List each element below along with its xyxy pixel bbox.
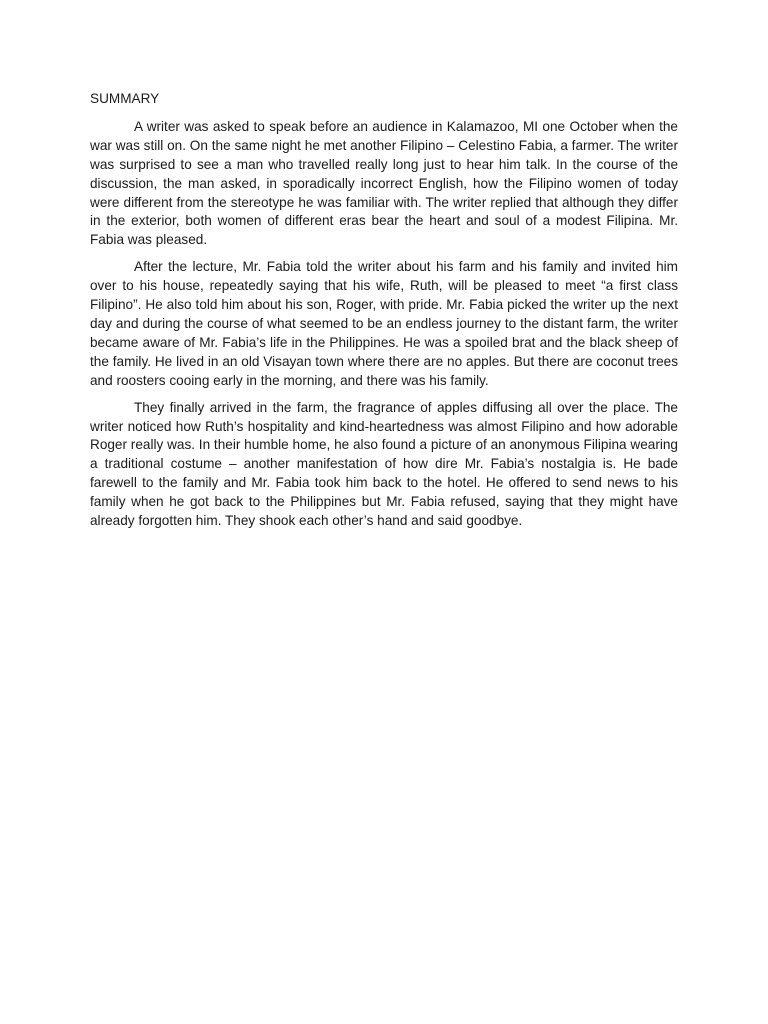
paragraph-1: A writer was asked to speak before an audience in Kalamazoo, MI one October when the war was still on. On the same night he met another Filipino – Celestino Fabia, a farmer. The writer was surprised to see a man who travelled really long just to hear him talk. In the course of the discussion, the man asked, in sporadically incorrect English, how the Filipino women of today were different from the stereotype he was familiar with. The writer replied that although they differ in the exterior, both women of different eras bear the heart and soul of a modest Filipina. Mr. Fabia was pleased.	[90, 118, 678, 248]
paragraph-2: After the lecture, Mr. Fabia told the writer about his farm and his family and invited him over to his house, repeatedly saying that his wife, Ruth, will be pleased to meet “a first class Filipino”. He also told him about his son, Roger, with pride. Mr. Fabia picked the writer up the next day and during the course of what seemed to be an endless journey to the distant farm, the writer became aware of Mr. Fabia’s life in the Philippines. He was a spoiled brat and the black sheep of the family. He lived in an old Visayan town where there are no apples. But there are coconut trees and roosters cooing early in the morning, and there was his family.	[90, 259, 678, 388]
document-body	[90, 90, 678, 539]
paragraph-3: They finally arrived in the farm, the fragrance of apples diffusing all over the place. The writer noticed how Ruth’s hospitality and kind-heartedness was almost Filipino and how adorable Roger really was. In their humble home, he also found a picture of an anonymous Filipina wearing a traditional costume – another manifestation of how dire Mr. Fabia’s nostalgia is. He bade farewell to the family and Mr. Fabia took him back to the hotel. He offered to send news to his family when he got back to the Philippines but Mr. Fabia refused, saying that they might have already forgotten him. They shook each other’s hand and said goodbye.	[90, 399, 678, 529]
summary-heading: SUMMARY	[90, 91, 160, 106]
